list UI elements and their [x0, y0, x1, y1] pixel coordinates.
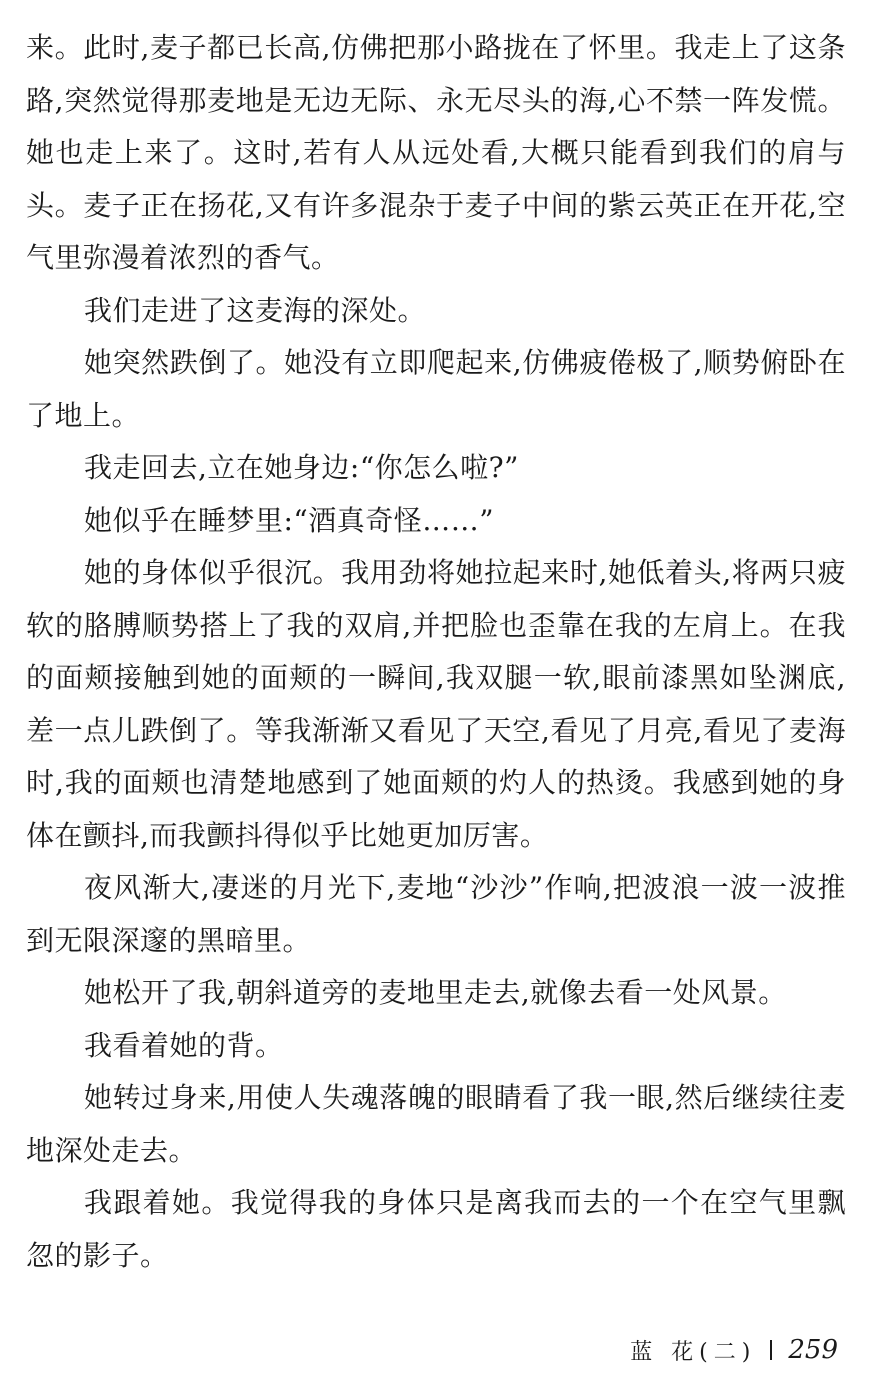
paragraph: 我跟着她。我觉得我的身体只是离我而去的一个在空气里飘忽的影子。 [26, 1186, 846, 1272]
paragraph: 她转过身来,用使人失魂落魄的眼睛看了我一眼,然后继续往麦地深处走去。 [26, 1081, 846, 1167]
footer-divider [770, 1340, 772, 1360]
paragraph: 她的身体似乎很沉。我用劲将她拉起来时,她低着头,将两只疲软的胳膊顺势搭上了我的双肩,并把脸也歪靠在我的左肩上。在我的面颊接触到她的面颊的一瞬间,我双腿一软,眼前漆黑如坠渊底,差一点儿跌倒了。等我渐渐又看见了天空,看见了月亮,看见了麦海时,我的面颊也清楚地感到了她面颊的灼人的热烫。我感到她的身体在颤抖,而我颤抖得似乎比她更加厉害。 [26, 556, 846, 852]
paragraph: 她突然跌倒了。她没有立即爬起来,仿佛疲倦极了,顺势俯卧在了地上。 [26, 346, 846, 432]
paragraph: 来。此时,麦子都已长高,仿佛把那小路拢在了怀里。我走上了这条路,突然觉得那麦地是无边无际、永无尽头的海,心不禁一阵发慌。她也走上来了。这时,若有人从远处看,大概只能看到我们的肩与头。麦子正在扬花,又有许多混杂于麦子中间的紫云英正在开花,空气里弥漫着浓烈的香气。 [26, 31, 846, 274]
paragraph: 她似乎在睡梦里:“酒真奇怪……” [84, 503, 495, 537]
page-footer [630, 1330, 838, 1370]
paragraph: 夜风渐大,凄迷的月光下,麦地“沙沙”作响,把波浪一波一波推到无限深邃的黑暗里。 [26, 871, 846, 957]
text-body [26, 22, 846, 1282]
page-number: 259 [788, 1335, 838, 1365]
paragraph: 我们走进了这麦海的深处。 [84, 293, 427, 327]
running-title: 蓝 花(二) [630, 1339, 757, 1365]
paragraph: 我看着她的背。 [84, 1028, 284, 1062]
paragraph: 她松开了我,朝斜道旁的麦地里走去,就像去看一处风景。 [84, 976, 787, 1009]
paragraph: 我走回去,立在她身边:“你怎么啦?” [84, 451, 519, 484]
